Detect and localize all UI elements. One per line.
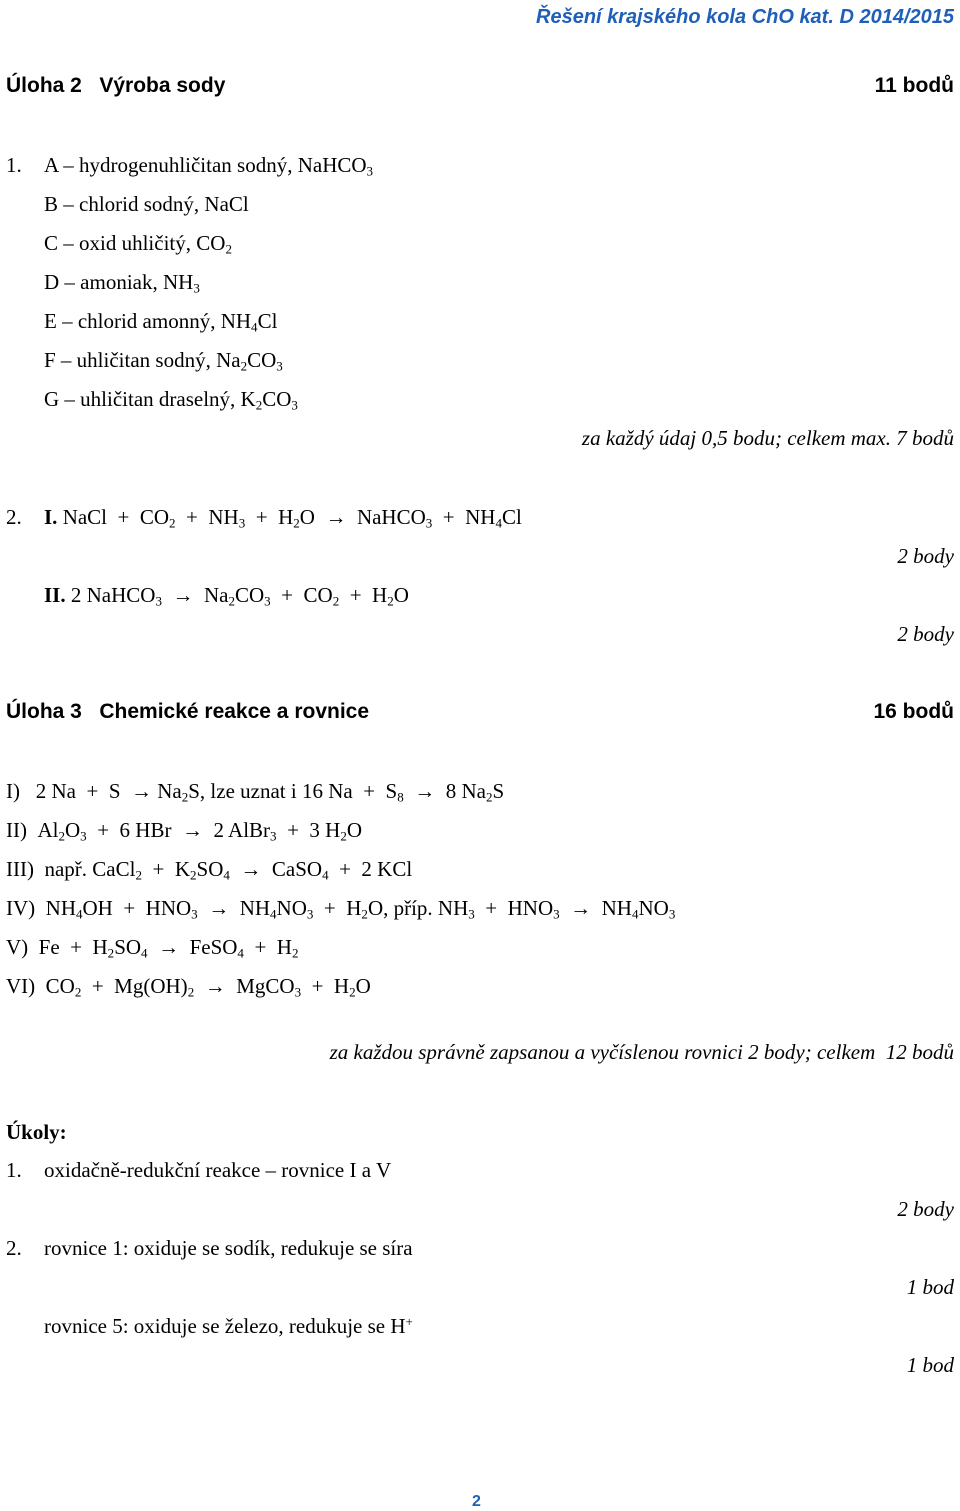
equation-II-points: 2 body	[897, 622, 954, 646]
task2-number: 2.	[6, 1236, 22, 1260]
list-item-a: A – hydrogenuhličitan sodný, NaHCO$_3$	[44, 153, 374, 179]
task3-points: 16 bodů	[873, 700, 954, 723]
document-header: Řešení krajského kola ChO kat. D 2014/2015	[536, 6, 954, 28]
task2-text1: rovnice 1: oxiduje se sodík, redukuje se síra	[44, 1236, 413, 1260]
list-item-f: F – uhličitan sodný, $Na_2CO_3$	[44, 348, 283, 374]
reaction-IV: IV) $NH_4OH + HNO_3 \to NH_4NO_3 + H_2O$, příp. $NH_3 + HNO_3 \to NH_4NO_3$	[6, 896, 676, 922]
reaction-VI: VI) $CO_2 + Mg(OH)_2$ → MgCO$_3$ + $H_2O$	[6, 974, 371, 1000]
list-item-e: E – chlorid amonný, $NH_4Cl$	[44, 309, 278, 335]
task1-number: 1.	[6, 1158, 22, 1182]
equation-I-points: 2 body	[897, 544, 954, 568]
list-item-c: C – oxid uhličitý, $CO_2$	[44, 231, 232, 257]
q2-number: 2.	[6, 505, 22, 529]
q1-number: 1.	[6, 153, 22, 177]
list-item-d: D – amoniak, $NH_3$	[44, 270, 200, 296]
task2-points1: 1 bod	[906, 1275, 954, 1299]
task2-points: 11 bodů	[874, 74, 954, 97]
q1-scoring: za každý údaj 0,5 bodu; celkem max. 7 bodů	[581, 426, 954, 450]
page-number: 2	[472, 1493, 481, 1510]
reaction-III: III) např. CaCl$_2$ + $K_2SO_4$ → CaSO$_4$ + 2 KCl	[6, 857, 413, 883]
reaction-I: I) 2 $Na + S \to Na_2S$, lze uznat i 16 $Na + S_8 \to 8$ $Na_2S$	[6, 779, 505, 805]
reaction-II: II) $Al_2O_3 + 6$ HBr → 2 AlBr$_3$ + 3 $H_2O$	[6, 818, 363, 844]
list-item-g: G – uhličitan draselný, $K_2CO_3$	[44, 387, 298, 413]
equation-II: II. 2 NaHCO$_3$ → $Na_2CO_3 + CO_2 + H_2O$	[44, 583, 409, 609]
task1-text: oxidačně-redukční reakce – rovnice I a V	[44, 1158, 392, 1182]
task2-title: Úloha 2 Výroba sody	[6, 74, 226, 97]
tasks-heading: Úkoly:	[6, 1120, 67, 1144]
list-item-b: B – chlorid sodný, NaCl	[44, 192, 249, 216]
task3-scoring: za každou správně zapsanou a vyčíslenou rovnici 2 body; celkem 12 bodů	[329, 1040, 954, 1064]
task2-text2: rovnice 5: oxiduje se železo, redukuje se H+	[44, 1313, 413, 1338]
task2-points2: 1 bod	[906, 1353, 954, 1377]
task1-points: 2 body	[897, 1197, 954, 1221]
equation-I: I. NaCl + $CO_2 + NH_3 + H_2O$ → NaHCO$_3$ + $NH_4Cl$	[44, 505, 522, 531]
reaction-V: V) $Fe + H_2SO_4$ → FeSO$_4$ + $H_2$	[6, 935, 299, 961]
task3-title: Úloha 3 Chemické reakce a rovnice	[6, 700, 370, 723]
